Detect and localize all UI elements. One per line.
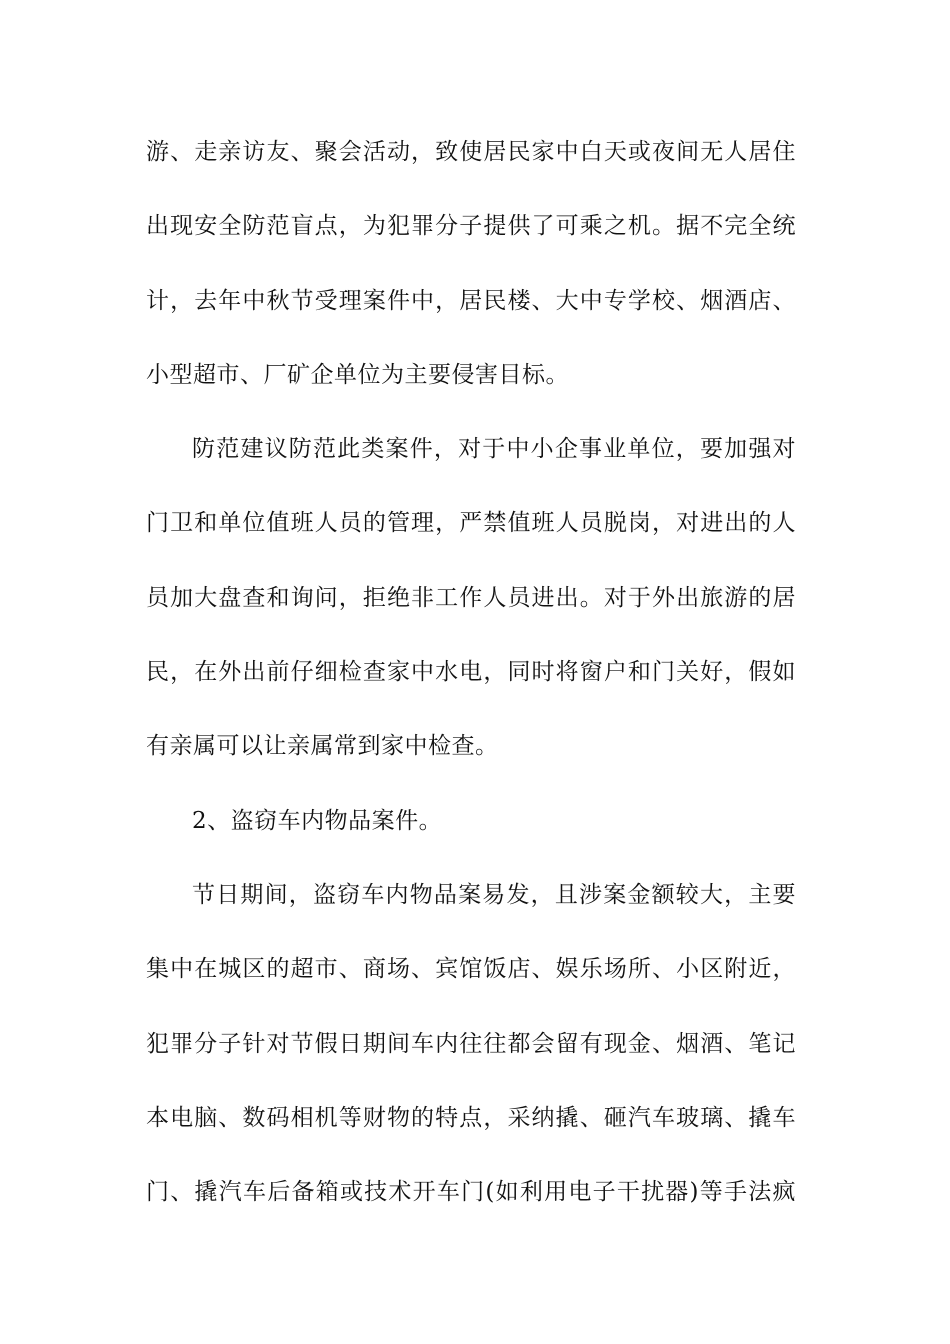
text-line: 有亲属可以让亲属常到家中检查。 [146,733,499,760]
text-line: 计，去年中秋节受理案件中，居民楼、大中专学校、烟酒店、 [146,287,796,314]
document-body [146,128,796,1242]
text-line: 小型超市、厂矿企单位为主要侵害目标。 [146,361,569,388]
text-line: 门、撬汽车后备箱或技术开车门(如利用电子干扰器)等手法疯 [146,1179,796,1206]
text-line: 民，在外出前仔细检查家中水电，同时将窗户和门关好，假如 [146,659,796,686]
text-line: 游、走亲访友、聚会活动，致使居民家中白天或夜间无人居住 [146,139,796,165]
text-line: 犯罪分子针对节假日期间车内往往都会留有现金、烟酒、笔记 [146,1030,796,1057]
text-line: 本电脑、数码相机等财物的特点，采纳撬、砸汽车玻璃、撬车 [146,1104,796,1131]
text-line: 集中在城区的超市、商场、宾馆饭店、娱乐场所、小区附近， [146,956,796,983]
text-line: 门卫和单位值班人员的管理，严禁值班人员脱岗，对进出的人 [146,510,796,537]
paragraph-first-line: 节日期间，盗窃车内物品案易发，且涉案金额较大，主要 [192,881,796,908]
paragraph-first-line: 防范建议防范此类案件，对于中小企事业单位，要加强对 [192,436,796,463]
text-line: 出现安全防范盲点，为犯罪分子提供了可乘之机。据不完全统 [146,213,796,240]
text-line: 员加大盘查和询问，拒绝非工作人员进出。对于外出旅游的居 [146,584,796,611]
section-heading: 2、盗窃车内物品案件。 [192,807,443,834]
